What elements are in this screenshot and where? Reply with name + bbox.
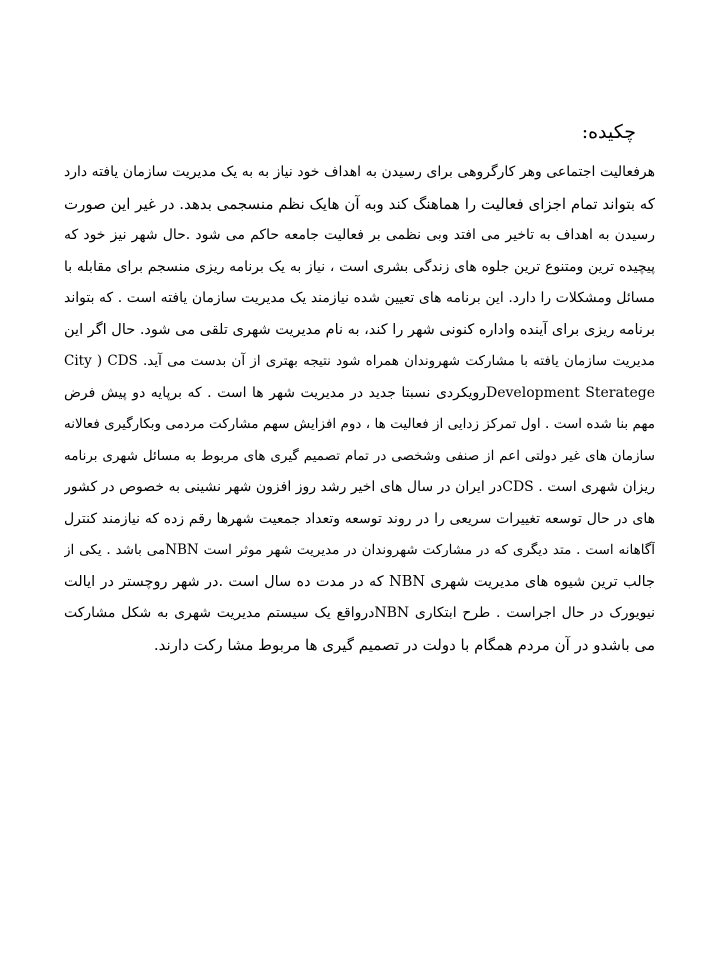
abstract-line: سازمان های غیر دولتی اعم از صنفی وشخصی در تمام تصمیم گیری های مربوط به مسائل شهری برنامه	[64, 447, 655, 464]
abstract-line: جالب ترین شیوه های مدیریت شهری NBN که در مدت ده سال است .در شهر روچستر در ایالت	[64, 573, 655, 590]
abstract-line: ریزان شهری است . CDSدر ایران در سال های اخیر رشد روز افزون شهر نشینی به خصوص در کشور	[64, 479, 655, 495]
abstract-line: پیچیده ترین ومتنوع ترین جلوه های زندگی بشری است ، نیاز به یک برنامه ریزی منسجم برای مقابله با	[64, 258, 655, 275]
abstract-line: مهم بنا شده است . اول تمرکز زدایی از فعالیت ها ، دوم افزایش سهم مشارکت مردمی وبکارگیری فعالانه	[64, 416, 655, 432]
abstract-line: مسائل ومشکلات را دارد. این برنامه های تعیین شده نیازمند یک مدیریت سازمان یافته است . که بتواند	[64, 290, 655, 306]
abstract-line: برنامه ریزی برای آینده واداره کنونی شهر را کند، به نام مدیریت شهری تلقی می شود. حال اگر این	[64, 321, 655, 338]
abstract-line: مدیریت سازمان یافته با مشارکت شهروندان همراه شود نتیجه بهتری از آن بدست می آید. City ) CDS	[64, 353, 655, 369]
abstract-heading: چکیده:	[581, 121, 636, 143]
abstract-line: آگاهانه است . متد دیگری که در مشارکت شهروندان در مدیریت شهر موثر است NBNمی باشد . یکی از	[64, 542, 655, 558]
abstract-line: Development Sterategeرویکردی نسبتا جدید در مدیریت شهر ها است . که برپایه دو پیش فرض	[64, 384, 655, 401]
abstract-line: رسیدن به اهداف به تاخیر می افتد وبی نظمی بر فعالیت جامعه حاکم می شود .حال شهر نیز خود که	[64, 227, 655, 243]
abstract-line: که بتواند تمام اجزای فعالیت را هماهنگ کند وبه آن هایک نظم منسجمی بدهد. در غیر این صورت	[64, 194, 655, 213]
abstract-line: هرفعالیت اجتماعی وهر کارگروهی برای رسیدن به اهداف خود نیاز به به یک مدیریت سازمان یافته دارد	[64, 164, 655, 180]
abstract-line-last: می باشدو در آن مردم همگام با دولت در تصمیم گیری ها مربوط مشا رکت دارند.	[153, 635, 655, 654]
abstract-line: های در حال توسعه تغییرات سریعی را در روند توسعه وتعداد جمعیت شهرها رقم زده که نیازمند کنترل	[64, 510, 655, 527]
abstract-body	[64, 157, 655, 661]
abstract-line: نیویورک در حال اجراست . طرح ابتکاری NBNدرواقع یک سیستم مدیریت شهری به شکل مشارکت	[64, 605, 655, 621]
